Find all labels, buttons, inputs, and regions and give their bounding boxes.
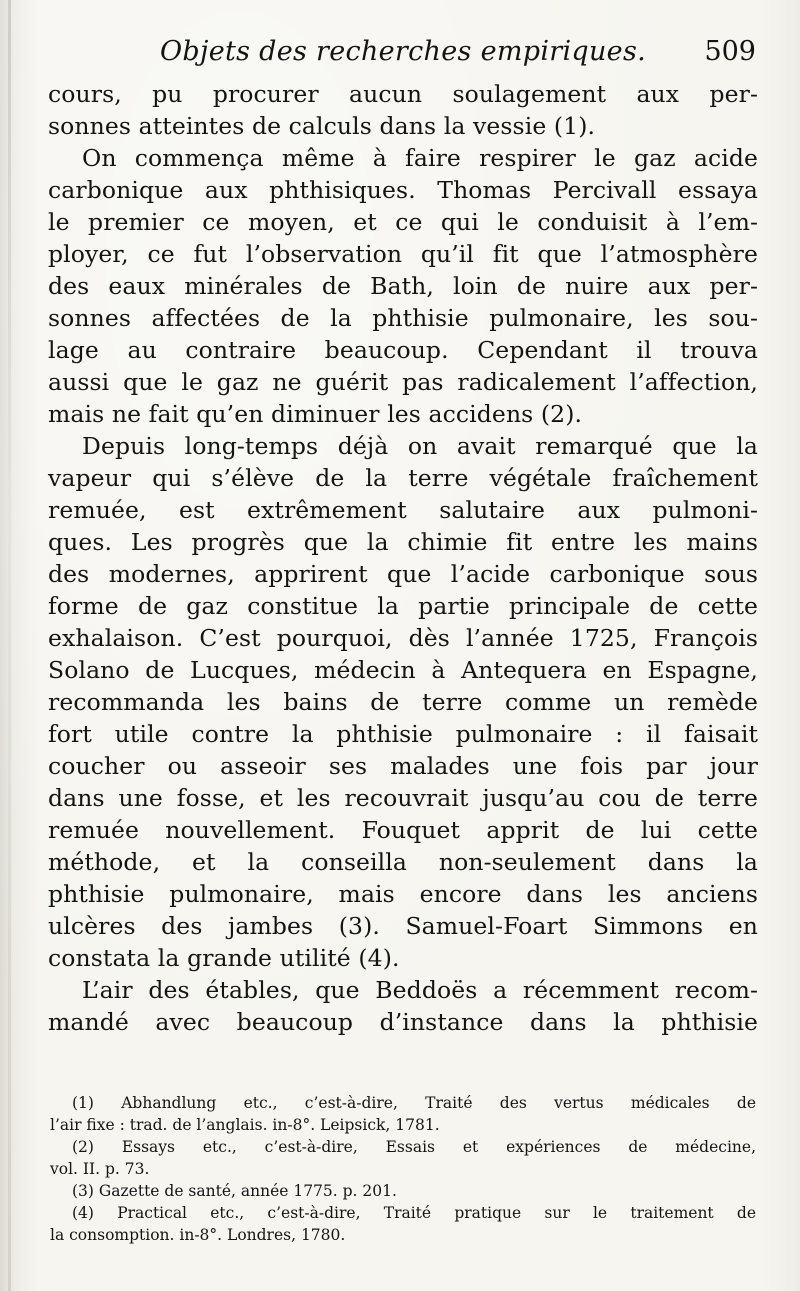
- footnote-line: la consomption. in-8°. Londres, 1780.: [50, 1226, 346, 1244]
- text-line: le premier ce moyen, et ce qui le conduisit à l’em-: [48, 208, 758, 236]
- text-line: des eaux minérales de Bath, loin de nuire aux per-: [48, 272, 758, 300]
- text-line: méthode, et la conseilla non-seulement dans la: [48, 848, 758, 876]
- running-title: Objets des recherches empiriques.: [160, 36, 646, 67]
- page-header: [150, 36, 770, 80]
- text-line: Solano de Lucques, médecin à Antequera en Espagne,: [48, 656, 758, 684]
- text-line: cours, pu procurer aucun soulagement aux per-: [48, 80, 758, 108]
- text-line: sonnes affectées de la phthisie pulmonaire, les sou-: [48, 304, 758, 332]
- text-line: coucher ou asseoir ses malades une fois par jour: [48, 752, 758, 780]
- text-line: sonnes atteintes de calculs dans la vessie (1).: [48, 112, 596, 140]
- text-line: Depuis long-temps déjà on avait remarqué que la: [82, 432, 758, 460]
- text-line: mais ne fait qu’en diminuer les accidens (2).: [48, 400, 583, 428]
- footnote-line: l’air fixe : trad. de l’anglais. in-8°. Leipsick, 1781.: [50, 1116, 440, 1134]
- footnotes: [50, 1092, 756, 1246]
- text-line: phthisie pulmonaire, mais encore dans les anciens: [48, 880, 758, 908]
- footnote-line: (3) Gazette de santé, année 1775. p. 201.: [72, 1182, 397, 1200]
- text-line: des modernes, apprirent que l’acide carbonique sous: [48, 560, 758, 588]
- footnote-line: (4) Practical etc., c’est-à-dire, Traité pratique sur le traitement de: [72, 1204, 756, 1222]
- footnote-line: vol. II. p. 73.: [50, 1160, 150, 1178]
- footnote-line: (2) Essays etc., c’est-à-dire, Essais et expériences de médecine,: [72, 1138, 756, 1156]
- page-edge-shadow: [8, 0, 11, 1291]
- text-line: vapeur qui s’élève de la terre végétale fraîchement: [48, 464, 758, 492]
- page-number: 509: [704, 36, 756, 67]
- text-line: fort utile contre la phthisie pulmonaire : il faisait: [48, 720, 758, 748]
- text-line: ques. Les progrès que la chimie fit entre les mains: [48, 528, 758, 556]
- text-line: remuée, est extrêmement salutaire aux pulmoni-: [48, 496, 758, 524]
- text-line: constata la grande utilité (4).: [48, 944, 400, 972]
- text-line: dans une fosse, et les recouvrait jusqu’au cou de terre: [48, 784, 758, 812]
- text-line: remuée nouvellement. Fouquet apprit de lui cette: [48, 816, 758, 844]
- text-line: aussi que le gaz ne guérit pas radicalement l’affection,: [48, 368, 758, 396]
- footnote-line: (1) Abhandlung etc., c’est-à-dire, Traité des vertus médicales de: [72, 1094, 756, 1112]
- text-line: carbonique aux phthisiques. Thomas Percivall essaya: [48, 176, 758, 204]
- body-text: [48, 78, 758, 1038]
- text-line: forme de gaz constitue la partie principale de cette: [48, 592, 758, 620]
- text-line: mandé avec beaucoup d’instance dans la phthisie: [48, 1008, 758, 1036]
- text-line: ployer, ce fut l’observation qu’il fit que l’atmosphère: [48, 240, 758, 268]
- text-line: exhalaison. C’est pourquoi, dès l’année 1725, François: [48, 624, 758, 652]
- text-line: recommanda les bains de terre comme un remède: [48, 688, 758, 716]
- text-line: ulcères des jambes (3). Samuel-Foart Simmons en: [48, 912, 758, 940]
- text-line: L’air des étables, que Beddoës a récemment recom-: [82, 976, 758, 1004]
- text-line: lage au contraire beaucoup. Cependant il trouva: [48, 336, 758, 364]
- text-line: On commença même à faire respirer le gaz acide: [82, 144, 758, 172]
